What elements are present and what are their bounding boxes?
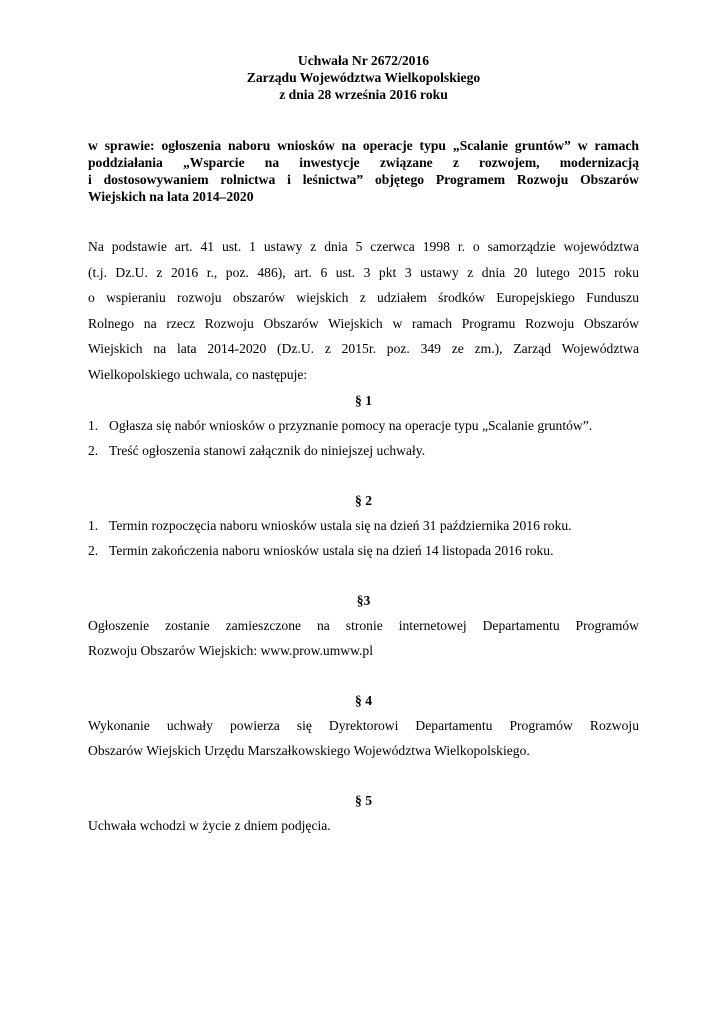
- list-item-number: 1.: [88, 517, 99, 533]
- list-item: [88, 538, 639, 564]
- section-5: [88, 788, 639, 839]
- list-item: [88, 413, 639, 439]
- section-1-title: § 1: [355, 392, 372, 408]
- section-1: [88, 388, 639, 464]
- section-3: [88, 588, 639, 664]
- list-item-number: 2.: [88, 443, 99, 459]
- section-3-text: [88, 613, 639, 664]
- list-item: [88, 438, 639, 464]
- section-2: [88, 488, 639, 564]
- resolution-issuer: Zarządu Województwa Wielkopolskiego: [246, 70, 481, 85]
- section-3-title: §3: [356, 592, 371, 608]
- subject-line: w sprawie: ogłoszenia naboru wniosków na operacje typu „Scalanie gruntów” w ramach: [88, 138, 639, 153]
- preamble-line: Wiejskich na lata 2014-2020 (Dz.U. z 2015r. poz. 349 ze zm.), Zarząd Województwa: [88, 341, 639, 357]
- resolution-number: Uchwała Nr 2672/2016: [297, 53, 430, 68]
- section-2-title: § 2: [355, 492, 372, 508]
- paragraph-line: Ogłoszenie zostanie zamieszczone na stronie internetowej Departamentu Programów: [88, 617, 639, 633]
- paragraph-line: Uchwała wchodzi w życie z dniem podjęcia.: [88, 817, 331, 833]
- subject-line: poddziałania „Wsparcie na inwestycje związane z rozwojem, modernizacją: [88, 155, 639, 170]
- resolution-date: z dnia 28 września 2016 roku: [279, 87, 448, 102]
- paragraph-line: Rozwoju Obszarów Wiejskich: www.prow.umww.pl: [88, 643, 374, 659]
- preamble-line: (t.j. Dz.U. z 2016 r., poz. 486), art. 6 ust. 3 pkt 3 ustawy z dnia 20 lutego 2015 roku: [88, 264, 639, 280]
- list-item-text: Termin rozpoczęcia naboru wniosków ustala się na dzień 31 października 2016 roku.: [109, 517, 572, 533]
- list-item-text: Treść ogłoszenia stanowi załącznik do niniejszej uchwały.: [109, 443, 426, 459]
- section-4-title: § 4: [355, 692, 372, 708]
- section-4-text: [88, 713, 639, 764]
- preamble-line: Wielkopolskiego uchwala, co następuje:: [88, 366, 308, 382]
- resolution-header: [88, 52, 639, 103]
- section-5-title: § 5: [355, 792, 372, 808]
- preamble-line: o wspieraniu rozwoju obszarów wiejskich z udziałem środków Europejskiego Funduszu: [88, 290, 639, 306]
- subject-line: Wiejskich na lata 2014–2020: [88, 189, 254, 204]
- list-item-text: Termin zakończenia naboru wniosków ustala się na dzień 14 listopada 2016 roku.: [109, 543, 554, 559]
- legal-basis-preamble: [88, 234, 639, 388]
- preamble-line: Na podstawie art. 41 ust. 1 ustawy z dnia 5 czerwca 1998 r. o samorządzie województwa: [88, 239, 639, 254]
- paragraph-line: Obszarów Wiejskich Urzędu Marszałkowskiego Województwa Wielkopolskiego.: [88, 743, 530, 759]
- subject-line: i dostosowywaniem rolnictwa i leśnictwa” objętego Programem Rozwoju Obszarów: [88, 172, 639, 187]
- list-item: [88, 513, 639, 539]
- list-item-number: 2.: [88, 543, 99, 559]
- list-item-text: Ogłasza się nabór wniosków o przyznanie pomocy na operacje typu „Scalanie gruntów”.: [109, 417, 593, 433]
- section-5-text: [88, 813, 639, 839]
- paragraph-line: Wykonanie uchwały powierza się Dyrektorowi Departamentu Programów Rozwoju: [88, 717, 639, 733]
- preamble-line: Rolnego na rzecz Rozwoju Obszarów Wiejskich w ramach Programu Rozwoju Obszarów: [88, 315, 639, 331]
- section-4: [88, 688, 639, 764]
- resolution-subject: [88, 137, 639, 205]
- document-page: [88, 52, 639, 839]
- list-item-number: 1.: [88, 417, 99, 433]
